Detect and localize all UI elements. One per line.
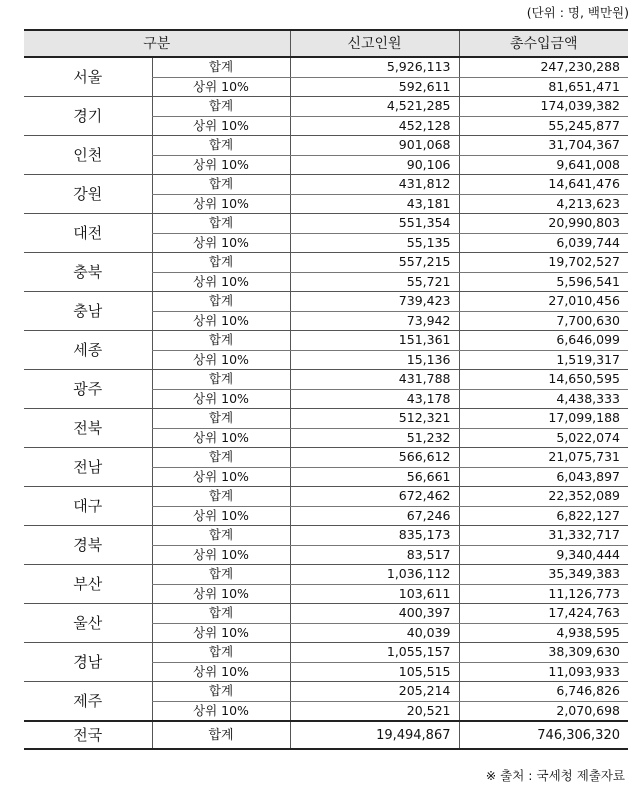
income-total: 20,990,803 <box>459 214 628 234</box>
table-row <box>24 370 628 390</box>
region-name: 강원 <box>24 175 152 214</box>
row-label-top10: 상위 10% <box>152 702 290 722</box>
region-name: 서울 <box>24 57 152 97</box>
row-label-top10: 상위 10% <box>152 156 290 175</box>
table-row <box>24 136 628 156</box>
national-filers: 19,494,867 <box>290 721 459 749</box>
filers-total: 1,036,112 <box>290 565 459 585</box>
income-total: 38,309,630 <box>459 643 628 663</box>
header-filers: 신고인원 <box>290 30 459 57</box>
income-report-table <box>24 29 628 750</box>
region-name: 울산 <box>24 604 152 643</box>
region-name: 경기 <box>24 97 152 136</box>
income-top10: 4,438,333 <box>459 390 628 409</box>
filers-top10: 40,039 <box>290 624 459 643</box>
filers-total: 512,321 <box>290 409 459 429</box>
header-category: 구분 <box>24 30 290 57</box>
row-label-total: 합계 <box>152 643 290 663</box>
row-label-total: 합계 <box>152 214 290 234</box>
filers-top10: 15,136 <box>290 351 459 370</box>
region-name: 경남 <box>24 643 152 682</box>
income-top10: 5,022,074 <box>459 429 628 448</box>
income-top10: 55,245,877 <box>459 117 628 136</box>
filers-total: 551,354 <box>290 214 459 234</box>
filers-total: 151,361 <box>290 331 459 351</box>
filers-top10: 55,721 <box>290 273 459 292</box>
income-total: 19,702,527 <box>459 253 628 273</box>
filers-top10: 103,611 <box>290 585 459 604</box>
table-row <box>24 253 628 273</box>
national-income: 746,306,320 <box>459 721 628 749</box>
row-label-top10: 상위 10% <box>152 195 290 214</box>
region-name: 전남 <box>24 448 152 487</box>
row-label-top10: 상위 10% <box>152 312 290 331</box>
income-top10: 1,519,317 <box>459 351 628 370</box>
row-label-top10: 상위 10% <box>152 585 290 604</box>
income-total: 22,352,089 <box>459 487 628 507</box>
national-total-label: 합계 <box>152 721 290 749</box>
region-name: 대전 <box>24 214 152 253</box>
filers-total: 400,397 <box>290 604 459 624</box>
unit-note: (단위 : 명, 백만원) <box>526 5 629 20</box>
income-total: 14,650,595 <box>459 370 628 390</box>
table-row <box>24 331 628 351</box>
filers-total: 672,462 <box>290 487 459 507</box>
table-row <box>24 487 628 507</box>
region-name: 경북 <box>24 526 152 565</box>
filers-total: 205,214 <box>290 682 459 702</box>
filers-top10: 592,611 <box>290 78 459 97</box>
income-top10: 4,938,595 <box>459 624 628 643</box>
filers-top10: 43,178 <box>290 390 459 409</box>
row-label-top10: 상위 10% <box>152 390 290 409</box>
region-name: 제주 <box>24 682 152 722</box>
filers-total: 5,926,113 <box>290 57 459 78</box>
row-label-top10: 상위 10% <box>152 507 290 526</box>
table-row <box>24 643 628 663</box>
filers-total: 431,788 <box>290 370 459 390</box>
table-row <box>24 292 628 312</box>
filers-top10: 90,106 <box>290 156 459 175</box>
row-label-total: 합계 <box>152 331 290 351</box>
row-label-total: 합계 <box>152 97 290 117</box>
row-label-total: 합계 <box>152 57 290 78</box>
table-row <box>24 97 628 117</box>
source-note: ※ 출처 : 국세청 제출자료 <box>485 768 625 783</box>
table-row <box>24 565 628 585</box>
row-label-total: 합계 <box>152 526 290 546</box>
region-name: 충북 <box>24 253 152 292</box>
region-name: 전북 <box>24 409 152 448</box>
row-label-total: 합계 <box>152 604 290 624</box>
table-row <box>24 214 628 234</box>
filers-total: 431,812 <box>290 175 459 195</box>
row-label-total: 합계 <box>152 409 290 429</box>
row-label-top10: 상위 10% <box>152 546 290 565</box>
table-row <box>24 448 628 468</box>
national-label: 전국 <box>24 721 152 749</box>
income-top10: 4,213,623 <box>459 195 628 214</box>
row-label-top10: 상위 10% <box>152 78 290 97</box>
filers-top10: 56,661 <box>290 468 459 487</box>
region-name: 충남 <box>24 292 152 331</box>
table-header-row <box>24 30 628 57</box>
row-label-total: 합계 <box>152 253 290 273</box>
region-name: 인천 <box>24 136 152 175</box>
region-name: 부산 <box>24 565 152 604</box>
row-label-top10: 상위 10% <box>152 663 290 682</box>
filers-total: 557,215 <box>290 253 459 273</box>
region-name: 세종 <box>24 331 152 370</box>
income-total: 247,230,288 <box>459 57 628 78</box>
income-top10: 2,070,698 <box>459 702 628 722</box>
row-label-top10: 상위 10% <box>152 273 290 292</box>
income-total: 35,349,383 <box>459 565 628 585</box>
income-total: 174,039,382 <box>459 97 628 117</box>
income-total: 31,332,717 <box>459 526 628 546</box>
income-top10: 9,641,008 <box>459 156 628 175</box>
row-label-total: 합계 <box>152 448 290 468</box>
income-total: 14,641,476 <box>459 175 628 195</box>
row-label-total: 합계 <box>152 175 290 195</box>
row-label-total: 합계 <box>152 370 290 390</box>
table-row <box>24 604 628 624</box>
income-top10: 6,822,127 <box>459 507 628 526</box>
table-row <box>24 682 628 702</box>
row-label-top10: 상위 10% <box>152 351 290 370</box>
row-label-total: 합계 <box>152 487 290 507</box>
row-label-total: 합계 <box>152 565 290 585</box>
income-top10: 11,126,773 <box>459 585 628 604</box>
filers-top10: 452,128 <box>290 117 459 136</box>
filers-total: 739,423 <box>290 292 459 312</box>
filers-top10: 55,135 <box>290 234 459 253</box>
filers-top10: 73,942 <box>290 312 459 331</box>
filers-total: 1,055,157 <box>290 643 459 663</box>
row-label-top10: 상위 10% <box>152 624 290 643</box>
income-top10: 11,093,933 <box>459 663 628 682</box>
filers-top10: 20,521 <box>290 702 459 722</box>
income-top10: 6,039,744 <box>459 234 628 253</box>
row-label-top10: 상위 10% <box>152 468 290 487</box>
income-total: 17,099,188 <box>459 409 628 429</box>
row-label-top10: 상위 10% <box>152 429 290 448</box>
table-body <box>24 57 628 721</box>
row-label-total: 합계 <box>152 292 290 312</box>
filers-total: 566,612 <box>290 448 459 468</box>
income-total: 17,424,763 <box>459 604 628 624</box>
table-row <box>24 409 628 429</box>
row-label-top10: 상위 10% <box>152 117 290 136</box>
row-label-top10: 상위 10% <box>152 234 290 253</box>
income-top10: 6,043,897 <box>459 468 628 487</box>
income-total: 6,746,826 <box>459 682 628 702</box>
income-total: 6,646,099 <box>459 331 628 351</box>
filers-total: 901,068 <box>290 136 459 156</box>
income-total: 31,704,367 <box>459 136 628 156</box>
income-top10: 5,596,541 <box>459 273 628 292</box>
filers-total: 835,173 <box>290 526 459 546</box>
row-label-total: 합계 <box>152 682 290 702</box>
income-top10: 81,651,471 <box>459 78 628 97</box>
filers-top10: 105,515 <box>290 663 459 682</box>
filers-total: 4,521,285 <box>290 97 459 117</box>
income-total: 27,010,456 <box>459 292 628 312</box>
filers-top10: 43,181 <box>290 195 459 214</box>
income-top10: 9,340,444 <box>459 546 628 565</box>
row-label-total: 합계 <box>152 136 290 156</box>
header-total-income: 총수입금액 <box>459 30 628 57</box>
filers-top10: 51,232 <box>290 429 459 448</box>
filers-top10: 83,517 <box>290 546 459 565</box>
income-top10: 7,700,630 <box>459 312 628 331</box>
region-name: 대구 <box>24 487 152 526</box>
table-row <box>24 57 628 78</box>
table-row <box>24 526 628 546</box>
table-row <box>24 175 628 195</box>
national-total-row <box>24 721 628 749</box>
region-name: 광주 <box>24 370 152 409</box>
income-total: 21,075,731 <box>459 448 628 468</box>
filers-top10: 67,246 <box>290 507 459 526</box>
